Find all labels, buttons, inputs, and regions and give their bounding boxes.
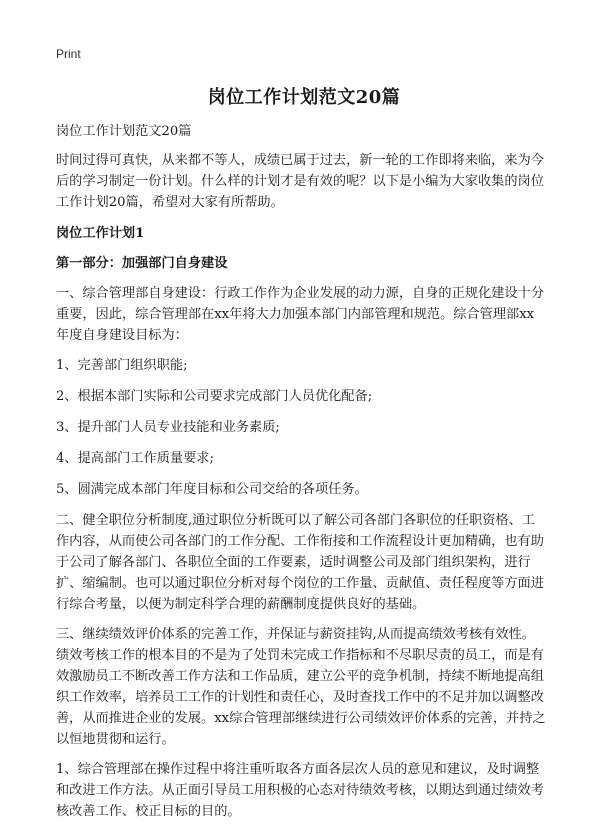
- intro-paragraph: 时间过得可真快，从来都不等人，成绩已属于过去，新一轮的工作即将来临，来为今后的学习制定一份计划。什么样的计划才是有效的呢？以下是小编为大家收集的岗位工作计划20篇，希望对大家有所帮助。: [56, 153, 544, 210]
- paragraph-1: 一、综合管理部自身建设：行政工作作为企业发展的动力源，自身的正规化建设十分重要，因此，综合管理部在xx年将大力加强本部门内部管理和规范。综合管理部xx年度自身建设目标为：: [56, 286, 544, 343]
- list-item: 3、提升部门人员专业技能和业务素质;: [56, 420, 280, 435]
- list-item: 1、完善部门组织职能;: [56, 358, 188, 373]
- page-title: 岗位工作计划范文20篇: [207, 87, 401, 108]
- plan-heading: 岗位工作计划1: [56, 226, 145, 241]
- list-item: 2、根据本部门实际和公司要求完成部门人员优化配备;: [56, 389, 373, 404]
- paragraph-3: 三、继续绩效评价体系的完善工作，并保证与薪资挂钩,从而提高绩效考核有效性。绩效考核工作的根本目的不是为了处罚未完成工作指标和不尽职尽责的员工，而是有效激励员工不断改善工作方法和工作品质，建立公平的竞争机制，持续不断地提高组织工作效率，培养员工工作的计划性和责任心，及时查找工作中的不足并加以调整改善，从而推进企业的发展。xx综合管理部继续进行公司绩效评价体系的完善，并持之以恒地贯彻和运行。: [56, 627, 546, 747]
- list-item: 5、圆满完成本部门年度目标和公司交给的各项任务。: [56, 482, 368, 497]
- paragraph-2: 二、健全职位分析制度,通过职位分析既可以了解公司各部门各职位的任职资格、工作内容，从而使公司各部门的工作分配、工作衔接和工作流程设计更加精确，也有助于公司了解各部门、各职位全面的工作要素，适时调整公司及部门组织架构，进行扩、缩编制。也可以通过职位分析对每个岗位的工作量、贡献值、责任程度等方面进行综合考量，以便为制定科学合理的薪酬制度提供良好的基础。: [56, 513, 544, 612]
- document-subtitle: 岗位工作计划范文20篇: [56, 124, 192, 139]
- document-body: [56, 121, 546, 822]
- print-link[interactable]: Print: [56, 47, 81, 61]
- part-heading: 第一部分：加强部门自身建设: [56, 256, 228, 271]
- paragraph-4: 1、综合管理部在操作过程中将注重听取各方面各层次人员的意见和建议，及时调整和改进工作方法。从正面引导员工用积极的心态对待绩效考核，以期达到通过绩效考核改善工作、校正目标的目的。: [56, 762, 544, 819]
- list-item: 4、提高部门工作质量要求;: [56, 451, 214, 466]
